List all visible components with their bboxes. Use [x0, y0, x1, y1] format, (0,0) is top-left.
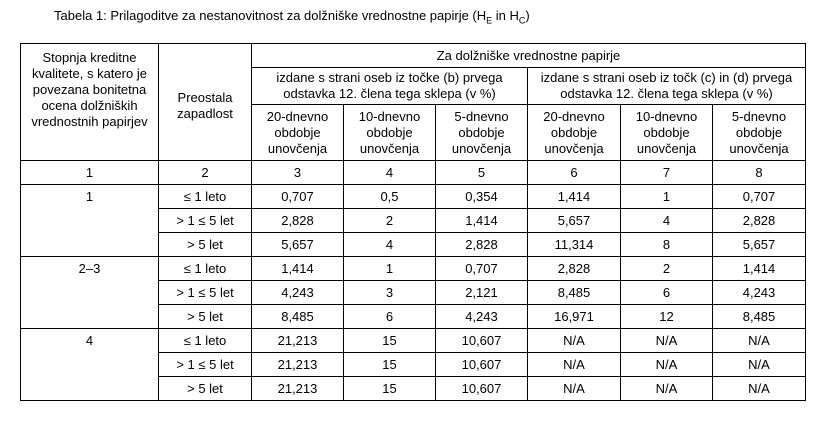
- table-row: [21, 257, 806, 281]
- value-cell: 0,707: [252, 185, 344, 209]
- value-cell: 8,485: [713, 305, 806, 329]
- maturity-cell: > 1 ≤ 5 let: [159, 209, 252, 233]
- maturity-cell: ≤ 1 leto: [159, 257, 252, 281]
- column-number: 5: [436, 161, 528, 185]
- header-period: 20-dnevno obdobje unovčenja: [252, 105, 344, 161]
- grade-cell: 2–3: [21, 257, 159, 281]
- value-cell: 15: [344, 329, 436, 353]
- header-group: Za dolžniške vrednostne papirje: [252, 44, 806, 68]
- caption-subscript-c: C: [518, 15, 526, 26]
- maturity-cell: > 5 let: [159, 233, 252, 257]
- header-period: 10-dnevno obdobje unovčenja: [344, 105, 436, 161]
- value-cell: 3: [344, 281, 436, 305]
- value-cell: N/A: [621, 353, 713, 377]
- table-row: [21, 185, 806, 209]
- value-cell: 1,414: [436, 209, 528, 233]
- grade-cell: [21, 209, 159, 233]
- value-cell: 0,354: [436, 185, 528, 209]
- column-number: 4: [344, 161, 436, 185]
- value-cell: 21,213: [252, 353, 344, 377]
- value-cell: 16,971: [528, 305, 621, 329]
- value-cell: 2: [344, 209, 436, 233]
- value-cell: 0,707: [436, 257, 528, 281]
- value-cell: 6: [344, 305, 436, 329]
- column-number: 7: [621, 161, 713, 185]
- value-cell: N/A: [621, 377, 713, 401]
- header-subgroup-cd: izdane s strani oseb iz točk (c) in (d) prvega odstavka 12. člena tega sklepa (v %): [528, 68, 806, 105]
- volatility-adjustments-table: [20, 43, 806, 401]
- table-caption: [54, 8, 530, 26]
- value-cell: 10,607: [436, 353, 528, 377]
- value-cell: N/A: [528, 353, 621, 377]
- table-row: [21, 329, 806, 353]
- column-number: 8: [713, 161, 806, 185]
- table-row: [21, 353, 806, 377]
- table-row: [21, 233, 806, 257]
- value-cell: 2,828: [436, 233, 528, 257]
- value-cell: 15: [344, 353, 436, 377]
- value-cell: 4,243: [252, 281, 344, 305]
- column-number: 3: [252, 161, 344, 185]
- grade-cell: [21, 353, 159, 377]
- header-period: 10-dnevno obdobje unovčenja: [621, 105, 713, 161]
- value-cell: 11,314: [528, 233, 621, 257]
- header-residual-maturity: Preostala zapadlost: [159, 44, 252, 161]
- grade-cell: [21, 377, 159, 401]
- column-number: 1: [21, 161, 159, 185]
- value-cell: 21,213: [252, 377, 344, 401]
- value-cell: N/A: [713, 329, 806, 353]
- value-cell: 8,485: [528, 281, 621, 305]
- value-cell: 21,213: [252, 329, 344, 353]
- value-cell: 2: [621, 257, 713, 281]
- value-cell: N/A: [621, 329, 713, 353]
- value-cell: 1: [344, 257, 436, 281]
- value-cell: 12: [621, 305, 713, 329]
- value-cell: N/A: [528, 329, 621, 353]
- grade-cell: 1: [21, 185, 159, 209]
- grade-cell: [21, 281, 159, 305]
- header-period: 5-dnevno obdobje unovčenja: [713, 105, 806, 161]
- value-cell: 4,243: [436, 305, 528, 329]
- maturity-cell: > 5 let: [159, 377, 252, 401]
- value-cell: 10,607: [436, 377, 528, 401]
- column-number: 6: [528, 161, 621, 185]
- value-cell: 2,121: [436, 281, 528, 305]
- value-cell: 5,657: [713, 233, 806, 257]
- column-number: 2: [159, 161, 252, 185]
- table-row: [21, 281, 806, 305]
- value-cell: 5,657: [252, 233, 344, 257]
- value-cell: 2,828: [713, 209, 806, 233]
- value-cell: 8,485: [252, 305, 344, 329]
- value-cell: 5,657: [528, 209, 621, 233]
- value-cell: 6: [621, 281, 713, 305]
- value-cell: 1: [621, 185, 713, 209]
- table-row: [21, 305, 806, 329]
- maturity-cell: ≤ 1 leto: [159, 185, 252, 209]
- grade-cell: 4: [21, 329, 159, 353]
- value-cell: N/A: [528, 377, 621, 401]
- header-period: 5-dnevno obdobje unovčenja: [436, 105, 528, 161]
- value-cell: 1,414: [528, 185, 621, 209]
- table-row: [21, 377, 806, 401]
- caption-text: Tabela 1: Prilagoditve za nestanovitnost za dolžniške vrednostne papirje (H: [54, 8, 487, 23]
- value-cell: 0,707: [713, 185, 806, 209]
- grade-cell: [21, 233, 159, 257]
- maturity-cell: > 1 ≤ 5 let: [159, 353, 252, 377]
- value-cell: 4: [344, 233, 436, 257]
- maturity-cell: ≤ 1 leto: [159, 329, 252, 353]
- caption-text-mid: in H: [492, 8, 519, 23]
- header-credit-quality: Stopnja kreditne kvalitete, s katero je povezana bonitetna ocena dolžniških vrednostnih papirjev: [21, 44, 159, 161]
- maturity-cell: > 1 ≤ 5 let: [159, 281, 252, 305]
- caption-text-end: ): [525, 8, 530, 23]
- value-cell: 2,828: [528, 257, 621, 281]
- header-subgroup-b: izdane s strani oseb iz točke (b) prvega odstavka 12. člena tega sklepa (v %): [252, 68, 528, 105]
- header-period: 20-dnevno obdobje unovčenja: [528, 105, 621, 161]
- value-cell: 4: [621, 209, 713, 233]
- value-cell: N/A: [713, 353, 806, 377]
- value-cell: 4,243: [713, 281, 806, 305]
- value-cell: 10,607: [436, 329, 528, 353]
- value-cell: 1,414: [252, 257, 344, 281]
- value-cell: 2,828: [252, 209, 344, 233]
- table-row: [21, 209, 806, 233]
- value-cell: 15: [344, 377, 436, 401]
- maturity-cell: > 5 let: [159, 305, 252, 329]
- grade-cell: [21, 305, 159, 329]
- caption-subscript-e: E: [486, 15, 493, 26]
- value-cell: N/A: [713, 377, 806, 401]
- value-cell: 0,5: [344, 185, 436, 209]
- value-cell: 1,414: [713, 257, 806, 281]
- value-cell: 8: [621, 233, 713, 257]
